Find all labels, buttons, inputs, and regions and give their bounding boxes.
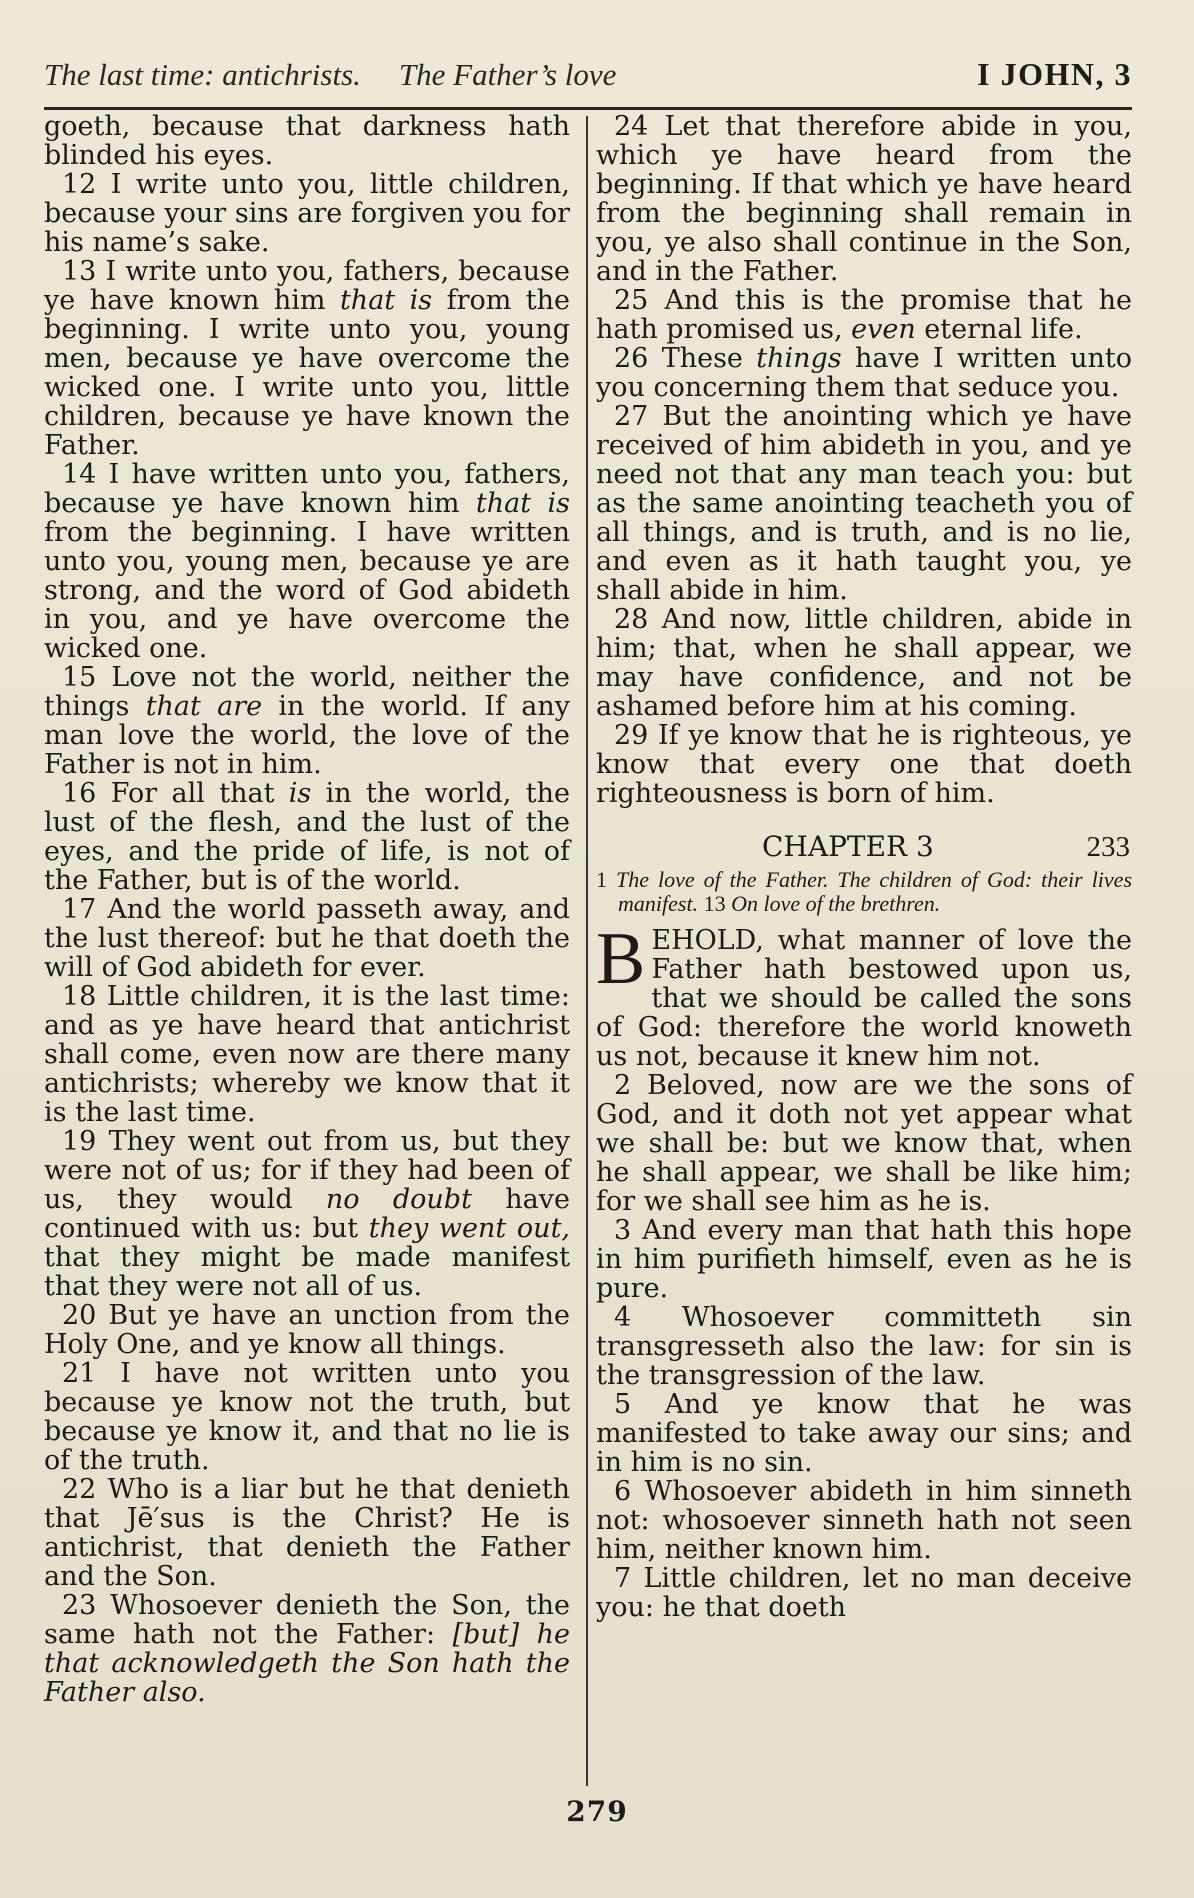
verse-24 xyxy=(596,112,1132,286)
verse-text: goeth, because that darkness hath blinded his eyes. xyxy=(44,111,570,171)
italic-text: is xyxy=(288,778,312,809)
verse-text: Love not the world, neither the things xyxy=(44,662,570,722)
verse-text: If ye know that he is righteous, ye know that every one that doeth righteousness is born of him. xyxy=(596,720,1132,809)
verse-number: 13 xyxy=(62,256,106,287)
verse-text: from the beginning. I have written unto you, young men, because ye are strong, and the word of God abideth in you, and ye have overcome the wicked one. xyxy=(44,517,570,664)
verse-number: 6 xyxy=(614,1476,645,1507)
verse-text: And every man that hath this hope in him purifieth himself, even as he is pure. xyxy=(596,1215,1132,1304)
italic-text: no doubt xyxy=(325,1184,472,1215)
verse-23 xyxy=(44,1591,570,1707)
verse-text: For all that xyxy=(110,778,289,809)
italic-text: that is xyxy=(475,488,571,519)
verse-text: from the beginning. I write unto you, young men, because ye have overcome the wicked one. I write unto you, little children, because ye have known the Father. xyxy=(44,285,571,461)
verse-text: Let that therefore abide in you, which ye have heard from the beginning. If that which ye have heard from the beginning shall remain in you, ye also shall continue in the Son, and in the Father. xyxy=(596,111,1132,287)
verse-number: 20 xyxy=(62,1300,109,1331)
verse-6 xyxy=(596,1477,1132,1564)
verse-text: And now, little children, abide in him; that, when he shall appear, we may have confidence, and not be ashamed before him at his coming. xyxy=(596,604,1132,722)
verse-number: 26 xyxy=(614,343,662,374)
verse-text: These xyxy=(661,343,757,374)
verse-text: They went out from us, but they were not of us; for if they had been of us, they would xyxy=(44,1126,570,1215)
italic-text: even xyxy=(851,314,916,345)
verse-27 xyxy=(596,402,1132,605)
verse-number: 19 xyxy=(62,1126,109,1157)
verse-text: Whosoever committeth sin transgresseth also the law: for sin is the transgression of the law. xyxy=(596,1302,1132,1391)
verse-2 xyxy=(596,1071,1132,1216)
running-title-right: The Father’s love xyxy=(398,57,617,92)
verse-number: 12 xyxy=(62,169,111,200)
italic-text: [but] xyxy=(452,1619,520,1650)
verse-text: And this is the promise that he hath promised us, xyxy=(596,285,1132,345)
verse-5 xyxy=(596,1390,1132,1477)
verse-text: And ye know that he was manifested to take away our sins; and in him is no sin. xyxy=(596,1389,1132,1478)
verse-number: 17 xyxy=(62,894,108,925)
verse-text: have continued with us: but xyxy=(44,1184,570,1244)
verse-text: Beloved, now are we the sons of God, and it doth not yet appear what we shall be: but we know that, when he shall appear, we shall be like him; for we shall see him as he is. xyxy=(596,1070,1132,1217)
verse-number: 21 xyxy=(62,1358,121,1389)
page-number: 279 xyxy=(566,1795,628,1828)
verse-7 xyxy=(596,1564,1132,1622)
chapter-title: CHAPTER 3 xyxy=(762,830,934,863)
verse-text: have I written unto you concerning them that seduce you. xyxy=(596,343,1132,403)
drop-cap: B xyxy=(596,918,646,1000)
right-column-top xyxy=(596,112,1132,808)
verse-22 xyxy=(44,1475,570,1591)
verse-number: 5 xyxy=(614,1389,665,1420)
verse-text: I have written unto you, fathers, because ye have known him xyxy=(44,459,570,519)
summary-italic: The love of the Father. The children of God: their lives manifest. xyxy=(615,867,1133,916)
italic-text: things xyxy=(756,343,842,374)
verse-text: But the anointing which ye have received of him abideth in you, and ye need not that any man teach you: but as the same anointing teacheth you of all things, and is truth, and is no lie, and even as it hath taught you, ye shall abide in him. xyxy=(596,401,1132,606)
verse-29 xyxy=(596,721,1132,808)
verse-20 xyxy=(44,1301,570,1359)
verse-number: 25 xyxy=(614,285,665,316)
verse-text: Little children, let no man deceive you: he that doeth xyxy=(596,1563,1133,1623)
verse-text: But ye have an unction from the Holy One, and ye know all things. xyxy=(44,1300,570,1360)
verse-number: 27 xyxy=(614,401,663,432)
verse-text: in the world, the lust of the flesh, and the lust of the eyes, and the pride of life, is not of the Father, but is of the world. xyxy=(44,778,570,896)
verse-text: in the world. If any man love the world, the love of the Father is not in him. xyxy=(44,691,570,780)
verse-26 xyxy=(596,344,1132,402)
verse-21 xyxy=(44,1359,570,1475)
verse-text: I have not written unto you because ye know not the truth, but because ye know it, and that no lie is of the truth. xyxy=(44,1358,570,1476)
verse-number: 23 xyxy=(62,1590,111,1621)
verse-number: 3 xyxy=(614,1215,643,1246)
verse-25 xyxy=(596,286,1132,344)
verse-text: And the world passeth away, and the lust thereof: but he that doeth the will of God abideth for ever. xyxy=(44,894,570,983)
left-column xyxy=(44,112,570,1707)
verse-text: that they might be made manifest that they were not all of us. xyxy=(44,1242,570,1302)
verse-text: Whosoever abideth in him sinneth not: whosoever sinneth hath not seen him, neither known him. xyxy=(596,1476,1132,1565)
verse-number: 16 xyxy=(62,778,111,809)
summary-text: 1 xyxy=(596,867,616,892)
verse-18 xyxy=(44,982,570,1127)
italic-text: that are xyxy=(145,691,263,722)
book-chapter-label: I JOHN, 3 xyxy=(977,56,1132,92)
verse-3 xyxy=(596,1216,1132,1303)
verse-number: 4 xyxy=(614,1302,682,1333)
verse-number: 2 xyxy=(614,1070,647,1101)
verse-number: 22 xyxy=(62,1474,108,1505)
verse-number: 14 xyxy=(62,459,109,490)
verse-text: Little children, it is the last time: and as ye have heard that antichrist shall come, even now are there many antichrists; whereby we know that it is the last time. xyxy=(44,981,570,1128)
chapter-page-ref: 233 xyxy=(1086,831,1130,863)
running-header xyxy=(44,56,1132,100)
italic-text: that is xyxy=(339,285,433,316)
verse-28 xyxy=(596,605,1132,721)
chapter-summary xyxy=(596,868,1132,916)
verse-15 xyxy=(44,663,570,779)
right-column-bottom xyxy=(596,1071,1132,1622)
italic-text: they went out, xyxy=(368,1213,570,1244)
right-column xyxy=(596,112,1132,1622)
italic-text: he that acknowledgeth the Son hath the Father also. xyxy=(44,1619,570,1708)
verse-1-text: EHOLD, what manner of love the Father hath bestowed upon us, that we should be called the sons of God: therefore the world knoweth us not, because it knew him not. xyxy=(596,925,1132,1072)
verse-number: 24 xyxy=(614,111,665,142)
verse-text: Who is a liar but he that denieth that Jē′sus is the Christ? He is antichrist, that denieth the Father and the Son. xyxy=(44,1474,570,1592)
verse-text: eternal life. xyxy=(915,314,1083,345)
verse-text: I write unto you, fathers, because ye have known him xyxy=(44,256,570,316)
summary-italic: On love of the brethren. xyxy=(731,891,941,916)
verse-text: I write unto you, little children, because your sins are forgiven you for his name’s sake. xyxy=(44,169,570,258)
column-divider xyxy=(586,116,588,1786)
verse-17 xyxy=(44,895,570,982)
verse-4 xyxy=(596,1303,1132,1390)
verse-text: Whosoever denieth the Son, the same hath not the Father: xyxy=(44,1590,570,1650)
verse-12 xyxy=(44,170,570,257)
verse-number: 28 xyxy=(614,604,662,635)
verse-1 xyxy=(596,918,1132,1072)
running-title-left: The last time: antichrists. xyxy=(44,57,361,92)
summary-text: 13 xyxy=(698,891,732,916)
verse-number: 29 xyxy=(614,720,659,751)
verse-13 xyxy=(44,257,570,460)
verse-number: 15 xyxy=(62,662,112,693)
header-rule xyxy=(44,107,1132,110)
verse-14 xyxy=(44,460,570,663)
verse-19 xyxy=(44,1127,570,1301)
verse-number: 7 xyxy=(614,1563,644,1594)
verse-continuation xyxy=(44,112,570,170)
verse-number: 18 xyxy=(62,981,107,1012)
chapter-heading xyxy=(596,832,1132,862)
verse-16 xyxy=(44,779,570,895)
